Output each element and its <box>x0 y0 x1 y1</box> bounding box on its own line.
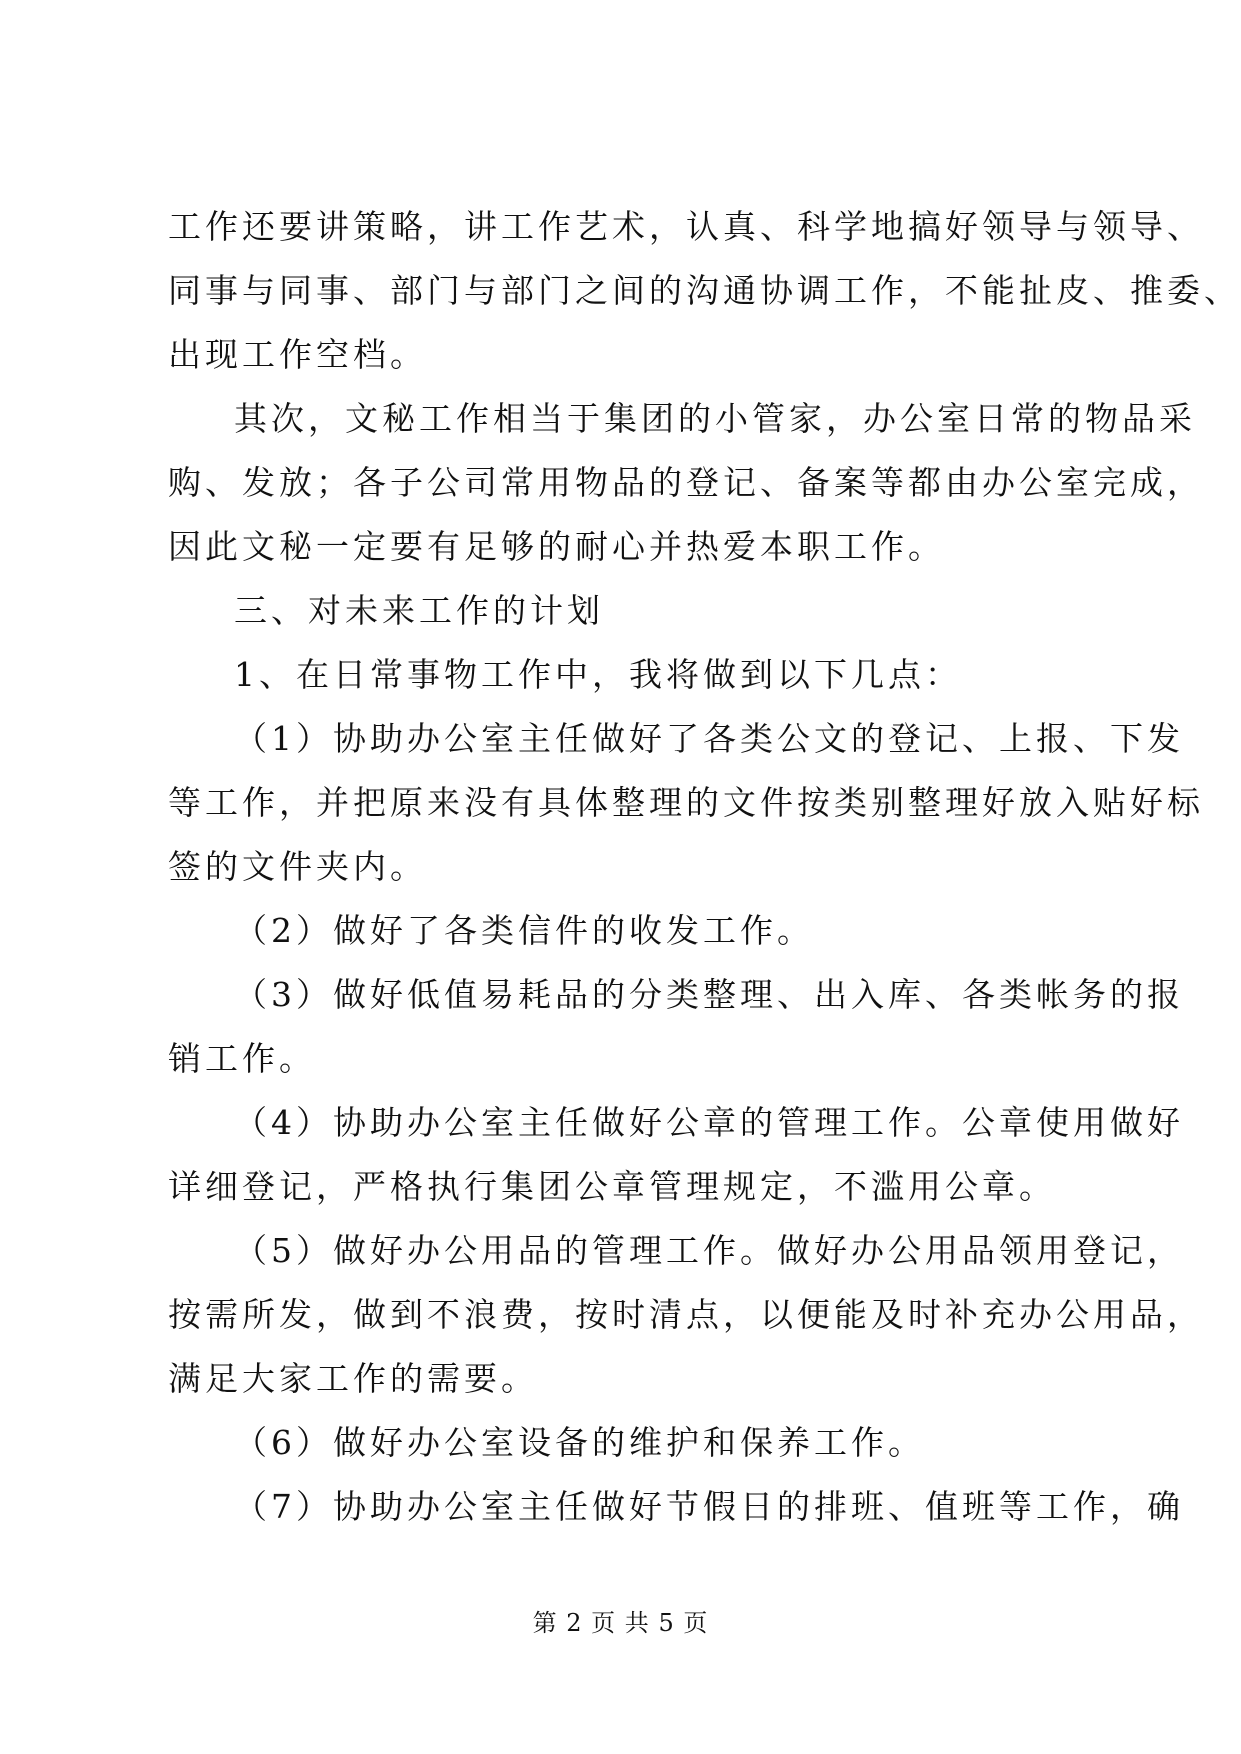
text-line: 签的文件夹内。 <box>168 847 427 886</box>
list-item-start-line: （7）协助办公室主任做好节假日的排班、值班等工作，确 <box>234 1487 1184 1526</box>
text-line: 详细登记，严格执行集团公章管理规定，不滥用公章。 <box>168 1167 1056 1206</box>
list-item-start-line: （5）做好办公用品的管理工作。做好办公用品领用登记， <box>234 1231 1184 1270</box>
paragraph-start-line: 其次，文秘工作相当于集团的小管家，办公室日常的物品采 <box>234 399 1196 438</box>
text-line: 因此文秘一定要有足够的耐心并热爱本职工作。 <box>168 527 945 566</box>
text-line: 销工作。 <box>168 1039 316 1078</box>
text-line: 购、发放；各子公司常用物品的登记、备案等都由办公室完成， <box>168 463 1204 502</box>
subsection-heading: 1、在日常事物工作中，我将做到以下几点： <box>234 655 962 694</box>
list-item-start-line: （3）做好低值易耗品的分类整理、出入库、各类帐务的报 <box>234 975 1184 1014</box>
text-line: 满足大家工作的需要。 <box>168 1359 538 1398</box>
text-line: 按需所发，做到不浪费，按时清点，以便能及时补充办公用品， <box>168 1295 1204 1334</box>
text-line: 出现工作空档。 <box>168 335 427 374</box>
text-line: 同事与同事、部门与部门之间的沟通协调工作，不能扯皮、推委、 <box>168 271 1241 310</box>
document-body <box>168 207 1241 1554</box>
text-line: 等工作，并把原来没有具体整理的文件按类别整理好放入贴好标 <box>168 783 1204 822</box>
list-item-start-line: （1）协助办公室主任做好了各类公文的登记、上报、下发 <box>234 719 1184 758</box>
list-item-start-line: （2）做好了各类信件的收发工作。 <box>234 911 814 950</box>
list-item-start-line: （6）做好办公室设备的维护和保养工作。 <box>234 1423 925 1462</box>
section-heading: 三、对未来工作的计划 <box>234 591 604 630</box>
text-line: 工作还要讲策略，讲工作艺术，认真、科学地搞好领导与领导、 <box>168 207 1204 246</box>
page-number-footer: 第 2 页 共 5 页 <box>532 1609 709 1637</box>
list-item-start-line: （4）协助办公室主任做好公章的管理工作。公章使用做好 <box>234 1103 1184 1142</box>
